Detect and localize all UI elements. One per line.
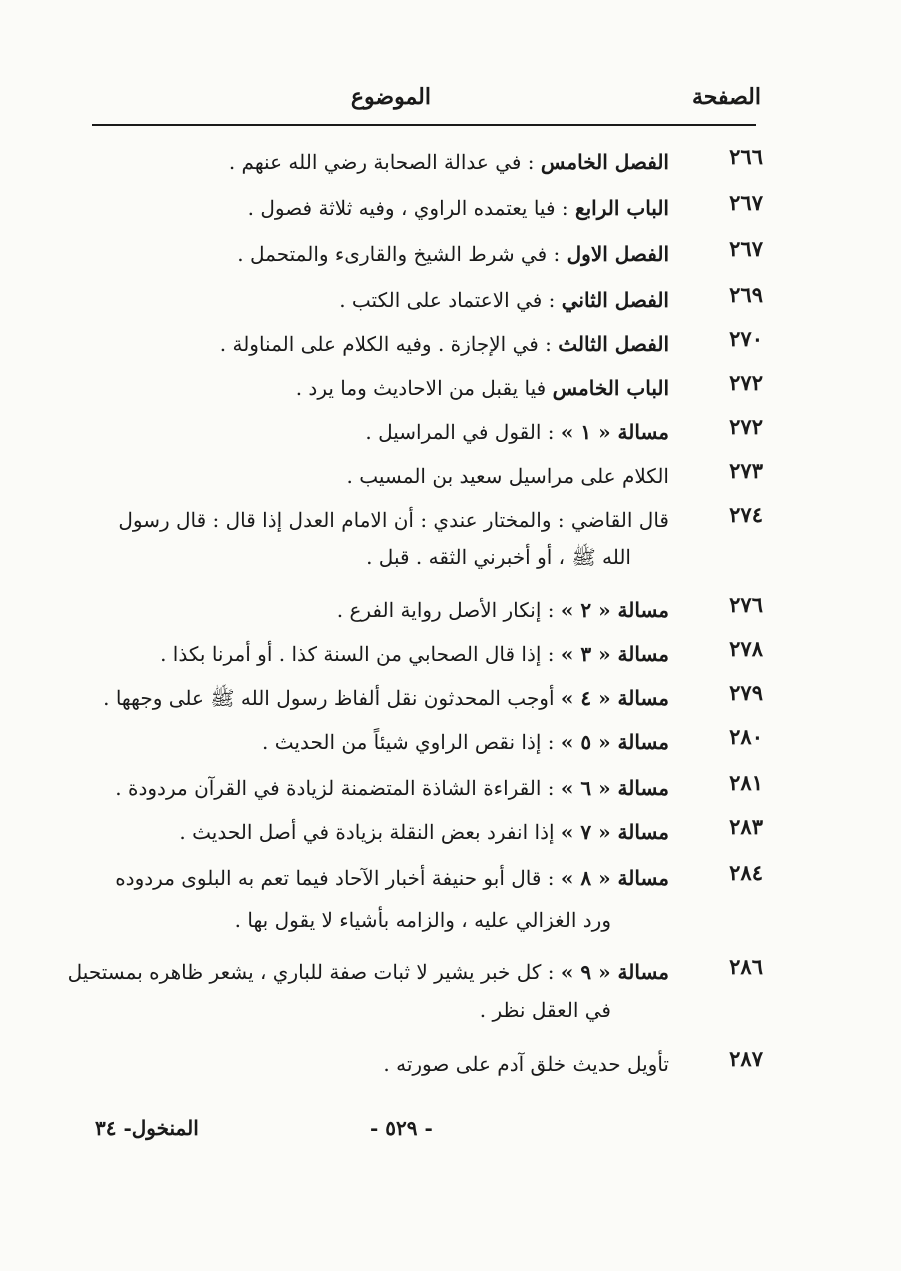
toc-title-text: قال القاضي : والمختار عندي : أن الامام العدل إذا قال : قال رسول	[118, 508, 669, 532]
toc-page-number: ٢٧٦	[729, 592, 763, 617]
toc-row	[60, 810, 901, 856]
toc-title-heading: مسالة « ١ »	[560, 420, 669, 444]
toc-title-text: : القراءة الشاذة المتضمنة لزيادة في القرآن مردودة .	[115, 776, 561, 800]
toc-title	[67, 950, 669, 994]
page-column-heading: الصفحة	[691, 84, 761, 110]
toc-title-continuation: في العقل نظر .	[479, 998, 611, 1022]
toc-title	[103, 676, 669, 720]
topic-column-heading: الموضوع	[350, 84, 431, 110]
toc-title-heading: مسالة « ٤ »	[560, 686, 669, 710]
toc-title	[115, 856, 669, 900]
toc-page-number: ٢٧٩	[729, 680, 763, 705]
toc-page-number: ٢٨٣	[729, 814, 763, 839]
toc-title	[130, 1042, 669, 1086]
toc-page-number: ٢٨١	[729, 770, 763, 795]
toc-row	[60, 720, 901, 766]
toc-title-text: : في شرط الشيخ والقارىء والمتحمل .	[237, 242, 567, 266]
toc-title	[130, 410, 669, 454]
toc-row	[60, 676, 901, 722]
toc-page-number: ٢٧٤	[729, 502, 763, 527]
toc-title-text: : القول في المراسيل .	[365, 420, 561, 444]
toc-row	[60, 278, 901, 324]
toc-page-number: ٢٦٧	[729, 236, 763, 261]
toc-title-text: أوجب المحدثون نقل ألفاظ رسول الله ﷺ على وجهها .	[103, 686, 561, 710]
toc-row	[60, 322, 901, 368]
header-rule	[92, 124, 756, 126]
toc-title-heading: الباب الرابع	[574, 196, 669, 220]
toc-row	[60, 410, 901, 456]
toc-title-heading: مسالة « ٦ »	[560, 776, 669, 800]
toc-row	[60, 186, 901, 232]
toc-page-number: ٢٦٧	[729, 190, 763, 215]
toc-row	[60, 950, 901, 996]
toc-page-number: ٢٧٨	[729, 636, 763, 661]
toc-title	[130, 278, 669, 322]
toc-page-number: ٢٦٩	[729, 282, 763, 307]
toc-title	[130, 810, 669, 854]
toc-title-heading: الباب الخامس	[552, 376, 669, 400]
toc-title-heading: مسالة « ٣ »	[560, 642, 669, 666]
toc-row	[60, 454, 901, 500]
toc-row	[60, 366, 901, 412]
toc-page-number: ٢٧٢	[729, 414, 763, 439]
toc-title-text: : قال أبو حنيفة أخبار الآحاد فيما تعم به البلوى مردوده	[115, 866, 561, 890]
toc-title	[130, 632, 669, 676]
toc-title	[115, 766, 669, 810]
toc-page-number: ٢٨٤	[729, 860, 763, 885]
toc-title-text: تأويل حديث خلق آدم على صورته .	[383, 1052, 669, 1076]
toc-title-heading: مسالة « ٧ »	[560, 820, 669, 844]
toc-title-text: فيا يقبل من الاحاديث وما يرد .	[295, 376, 553, 400]
toc-row	[60, 632, 901, 678]
toc-row	[60, 140, 901, 186]
toc-title-text: : إذا قال الصحابي من السنة كذا . أو أمرنا بكذا .	[160, 642, 561, 666]
toc-title-heading: مسالة « ٨ »	[560, 866, 669, 890]
toc-row	[60, 498, 901, 544]
toc-row	[60, 588, 901, 634]
toc-page-number: ٢٨٦	[729, 954, 763, 979]
toc-title-text: الكلام على مراسيل سعيد بن المسيب .	[346, 464, 669, 488]
toc-title-text: : في الإجازة . وفيه الكلام على المناولة .	[219, 332, 559, 356]
toc-title-text: : فيا يعتمده الراوي ، وفيه ثلاثة فصول .	[247, 196, 575, 220]
toc-title-text: إذا انفرد بعض النقلة بزيادة في أصل الحديث .	[179, 820, 561, 844]
toc-title-text: : إذا نقص الراوي شيئاً من الحديث .	[262, 730, 561, 754]
toc-title-heading: الفصل الثالث	[558, 332, 669, 356]
toc-row	[60, 856, 901, 902]
toc-title	[130, 720, 669, 764]
toc-page-number: ٢٨٧	[729, 1046, 763, 1071]
toc-title	[130, 454, 669, 498]
toc-title-continuation: الله ﷺ ، أو أخبرني الثقه . قبل .	[366, 545, 631, 569]
toc-page-number: ٢٦٦	[729, 144, 763, 169]
toc-title-heading: مسالة « ٥ »	[560, 730, 669, 754]
toc-title	[130, 186, 669, 230]
toc-title-text: : إنكار الأصل رواية الفرع .	[336, 598, 561, 622]
toc-title	[130, 322, 669, 366]
toc-title-heading: الفصل الثاني	[561, 288, 669, 312]
toc-title	[130, 232, 669, 276]
toc-title	[130, 588, 669, 632]
page-number: - ٥٢٩ -	[370, 1116, 433, 1140]
toc-row	[60, 766, 901, 812]
toc-row	[60, 232, 901, 278]
toc-title-heading: مسالة « ٩ »	[560, 960, 669, 984]
toc-title-continuation: ورد الغزالي عليه ، والزامه بأشياء لا يقول بها .	[234, 908, 611, 932]
toc-title-heading: الفصل الاول	[566, 242, 669, 266]
toc-title	[130, 366, 669, 410]
toc-page-number: ٢٨٠	[729, 724, 763, 749]
book-signature: المنخول- ٣٤	[95, 1116, 199, 1140]
toc-title-text: : في عدالة الصحابة رضي الله عنهم .	[228, 150, 541, 174]
toc-title	[130, 140, 669, 184]
toc-row	[60, 1042, 901, 1088]
toc-page-number: ٢٧٣	[729, 458, 763, 483]
toc-title-heading: الفصل الخامس	[540, 150, 669, 174]
toc-page-number: ٢٧٠	[729, 326, 763, 351]
toc-title	[118, 498, 669, 542]
toc-title-text: : في الاعتماد على الكتب .	[339, 288, 562, 312]
toc-title-heading: مسالة « ٢ »	[560, 598, 669, 622]
toc-page-number: ٢٧٢	[729, 370, 763, 395]
toc-title-text: : كل خبر يشير لا ثبات صفة للباري ، يشعر ظاهره بمستحيل	[67, 960, 561, 984]
